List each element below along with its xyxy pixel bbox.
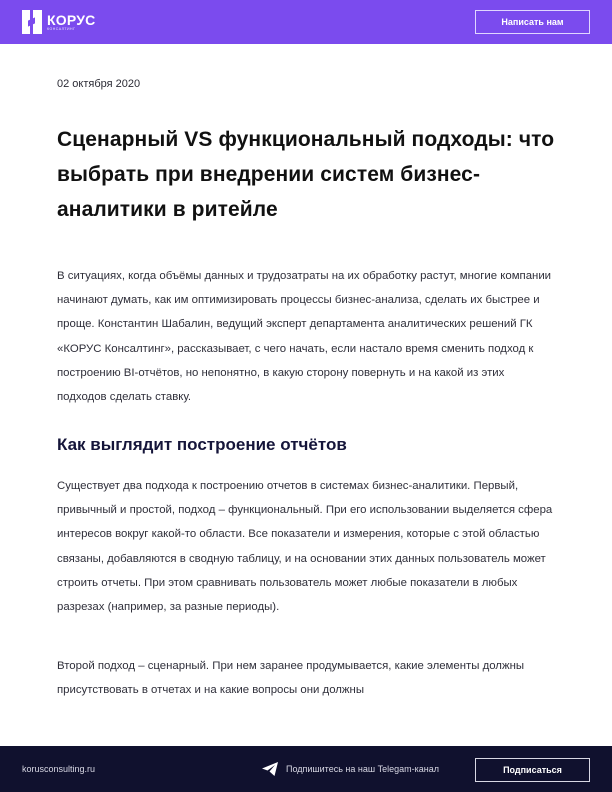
article-paragraph: Второй подход – сценарный. При нем заранее продумывается, какие элементы должны присутствовать в отчетах и на какие вопросы они должны <box>57 660 525 697</box>
footer-site-link[interactable]: korusconsulting.ru <box>22 764 96 774</box>
bottom-footer <box>0 746 612 792</box>
section-heading: Как выглядит построение отчётов <box>57 435 347 454</box>
logo-subtitle: КОНСАЛТИНГ <box>47 26 76 31</box>
article-intro: В ситуациях, когда объёмы данных и трудозатраты на их обработку растут, многие компании начинают думать, как им оптимизировать процессы бизнес-анализа, сделать их быстрее и проще. Константин Шабалин, ведущий эксперт департамента аналитических решений ГК «КОРУС Консалтинг», рассказывает, с чего начать, если настало время сменить подход к построению BI-отчётов, но непонятно, в какую сторону повернуть и на какой из этих подходов сделать ставку. <box>57 270 552 404</box>
top-header <box>0 0 612 44</box>
write-to-us-button[interactable]: Написать нам <box>475 10 590 34</box>
telegram-subscribe-text: Подпишитесь на наш Telegam-канал <box>286 764 439 774</box>
logo-name: КОРУС <box>47 11 96 28</box>
article-title: Сценарный VS функциональный подходы: что выбрать при внедрении систем бизнес-аналитики в ритейле <box>57 128 555 221</box>
korus-logo[interactable] <box>22 10 95 34</box>
telegram-paper-plane-icon <box>262 762 278 776</box>
subscribe-button[interactable]: Подписаться <box>475 758 590 782</box>
article-paragraph: Существует два подхода к построению отчетов в системах бизнес-аналитики. Первый, привычный и простой, подход – функциональный. При его использовании выделяется сфера интересов вокруг какой-то области. Все показатели и измерения, которые с этой областью связаны, добавляются в сводную таблицу, и на основании этих данных пользователь может строить отчеты. При этом сравнивать пользователь может любые показатели в любых разрезах (например, за разные периоды). <box>57 480 553 614</box>
korus-logo-icon <box>22 10 42 34</box>
article-date: 02 октября 2020 <box>57 78 141 90</box>
